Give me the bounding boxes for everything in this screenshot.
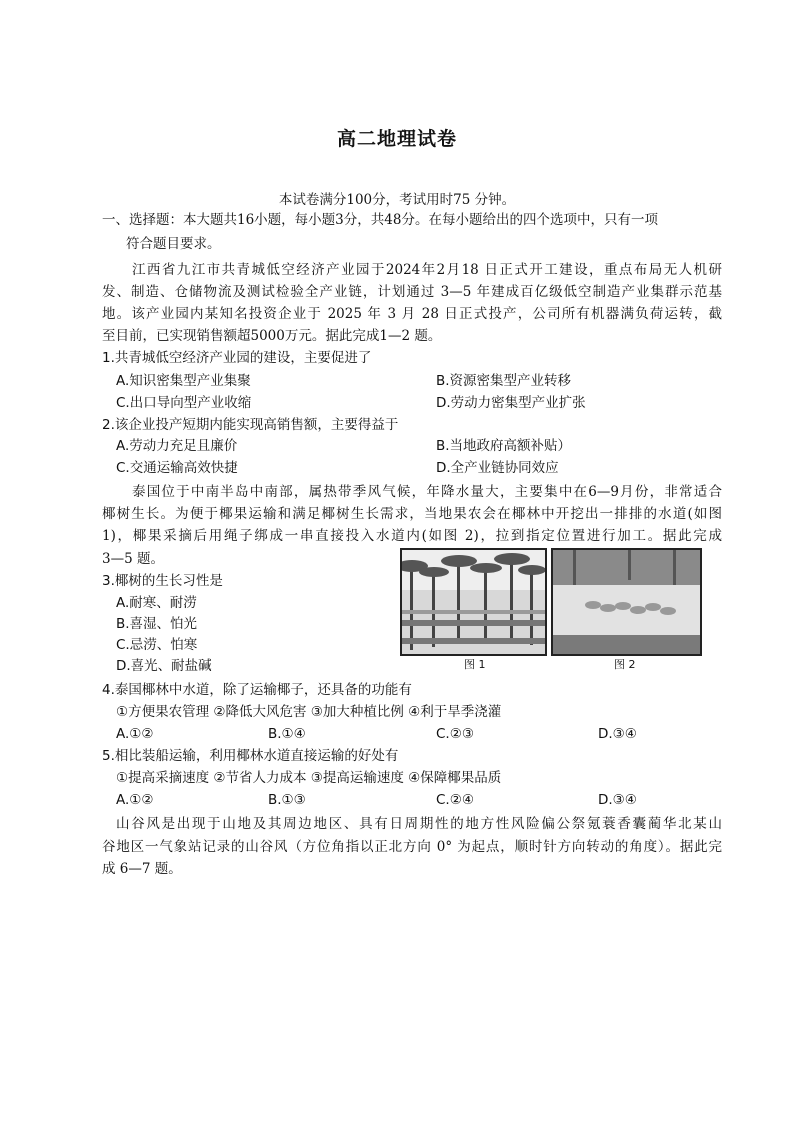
question-3-option-b: B.喜湿、怕光 [116, 616, 198, 632]
question-2-option-c: C.交通运输高效快捷 [116, 460, 238, 476]
question-2-option-b: B.当地政府高额补贴） [436, 438, 572, 454]
passage3-line: 谷地区一气象站记录的山谷风（方位角指以正北方向 0° 为起点，顺时针方向转动的角度）。据此完 [102, 839, 722, 855]
figure-1-coconut-grove-photo [400, 548, 547, 656]
question-4-option-d: D.③④ [598, 726, 637, 742]
passage3-line: 成 6—7 题。 [102, 861, 182, 877]
passage1-line: 江西省九江市共青城低空经济产业园于2024年2月18 日正式开工建设，重点布局无人机研 [132, 262, 722, 278]
question-5-option-a: A.①② [116, 792, 154, 808]
passage1-line: 发、制造、仓储物流及测试检验全产业链，计划通过 3—5 年建成百亿级低空制造产业集群示范基 [102, 284, 722, 300]
passage1-line: 至目前，已实现销售额超5000万元。据此完成1—2 题。 [102, 328, 442, 344]
question-5-stem: 5.相比装船运输，利用椰林水道直接运输的好处有 [102, 748, 399, 764]
question-2-stem: 2.该企业投产短期内能实现高销售额，主要得益于 [102, 417, 399, 433]
question-3-stem: 3.椰树的生长习性是 [102, 573, 223, 589]
passage2-line: 1)，椰果采摘后用绳子绑成一串直接投入水道内(如图 2)，拉到指定位置进行加工。据此完成 [102, 528, 722, 544]
figure-2-illustration [553, 550, 700, 654]
question-3-option-c: C.忌涝、怕寒 [116, 637, 198, 653]
exam-intro: 本试卷满分100分，考试用时75 分钟。 [278, 192, 516, 208]
figure-2-caption: 图 2 [614, 658, 636, 671]
passage2-line: 泰国位于中南半岛中南部，属热带季风气候，年降水量大，主要集中在6—9月份，非常适合 [132, 484, 722, 500]
question-1-option-b: B.资源密集型产业转移 [436, 373, 572, 389]
question-1-option-a: A.知识密集型产业集聚 [116, 373, 251, 389]
section-heading-line2: 符合题目要求。 [126, 236, 221, 252]
figure-1-caption: 图 1 [464, 658, 486, 671]
question-4-stem: 4.泰国椰林中水道，除了运输椰子，还具备的功能有 [102, 682, 412, 698]
question-1-option-d: D.劳动力密集型产业扩张 [436, 395, 586, 411]
question-1-option-c: C.出口导向型产业收缩 [116, 395, 252, 411]
question-2-option-d: D.全产业链协同效应 [436, 460, 559, 476]
passage1-line: 地。该产业园内某知名投资企业于 2025 年 3 月 28 日正式投产，公司所有机器满负荷运转，截 [102, 306, 722, 322]
passage2-line: 3—5 题。 [102, 551, 164, 567]
question-4-option-c: C.②③ [436, 726, 474, 742]
section-heading-line1: 一、选择题：本大题共16小题，每小题3分，共48分。在每小题给出的四个选项中，只有一项 [102, 212, 658, 228]
question-4-option-b: B.①④ [268, 726, 306, 742]
question-5-statements: ①提高采摘速度 ②节省人力成本 ③提高运输速度 ④保障椰果品质 [116, 770, 502, 786]
question-5-option-b: B.①③ [268, 792, 306, 808]
question-4-statements: ①方便果农管理 ②降低大风危害 ③加大种植比例 ④利于旱季浇灌 [116, 704, 502, 720]
passage3-line: 山谷风是出现于山地及其周边地区、具有日周期性的地方性风险偏公祭氪蓑香囊蔺华北某山 [116, 816, 722, 832]
question-2-option-a: A.劳动力充足且廉价 [116, 438, 238, 454]
figure-1-illustration [402, 550, 545, 654]
question-5-option-c: C.②④ [436, 792, 474, 808]
question-3-option-d: D.喜光、耐盐碱 [116, 658, 212, 674]
question-5-option-d: D.③④ [598, 792, 637, 808]
figure-2-canal-coconuts-photo [551, 548, 702, 656]
question-4-option-a: A.①② [116, 726, 154, 742]
page-title: 高二地理试卷 [336, 128, 457, 150]
question-1-stem: 1.共青城低空经济产业园的建设，主要促进了 [102, 350, 372, 366]
passage2-line: 椰树生长。为便于椰果运输和满足椰树生长需求，当地果农会在椰林中开挖出一排排的水道(如图 [102, 506, 722, 522]
question-3-option-a: A.耐寒、耐涝 [116, 595, 197, 611]
